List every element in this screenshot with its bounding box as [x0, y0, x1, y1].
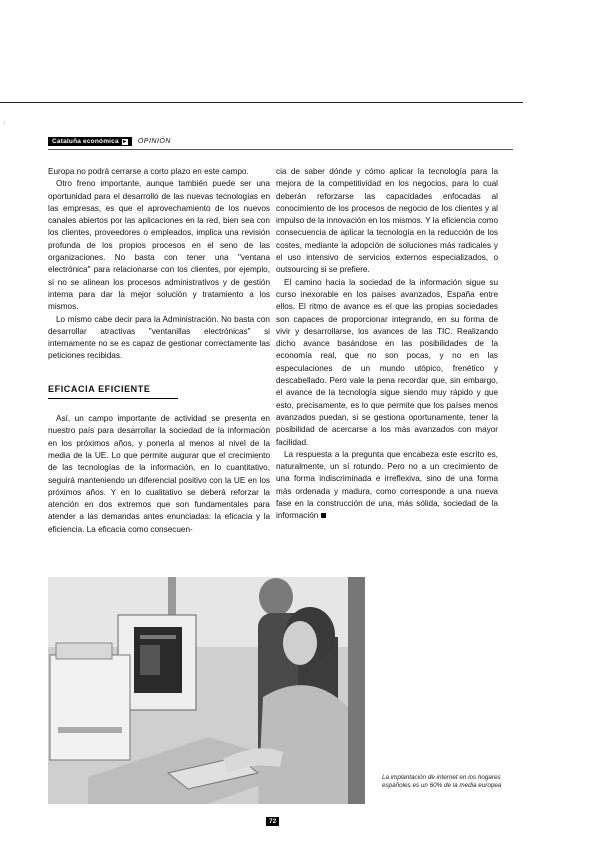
- paragraph: El camino hacia la sociedad de la información sigue su curso inexorable en los países avanzados, España entre ellos. El ritmo de avance es el que las propias sociedades son capaces de proporcionar integrando, en su forma de vivir y desarrollarse, los avances de las TIC. Realizando dicho avance basándose en las posibilidades de la economía real, que no son pocas, y no en las especulaciones de un mundo utópico, frenético y descabellado. Pero vale la pena recordar que, sin embargo, el avance de la tecnología sigue siendo muy rápido y que esto, precisamente, es lo que permite que los países menos avanzados puedan, si se gestiona oportunamente, tener la posibilidad de acercarse a los más avanzados con mayor facilidad.: [276, 277, 498, 447]
- section-tag-label: Cataluña económica: [52, 138, 119, 145]
- arrow-right-icon: ▸: [123, 138, 127, 145]
- page-number: 72: [266, 817, 279, 826]
- paragraph-text: La respuesta a la pregunta que encabeza este escrito es, naturalmente, un sí rotundo. Pero no a un crecimiento de una forma indiscriminada e irreflexiva, sino de una forma más ordenada y madura, como corresponde a una nueva fase en la construcción de una, más sólida, sociedad de la información: [276, 449, 498, 521]
- paragraph: Así, un campo importante de actividad se presenta en nuestro país para desarrollar la sociedad de la información en los próximos años, y ponerla al menos al nivel de la media de la UE. Lo que permite augurar que el crecimiento de las tecnologías de la información, en lo cuantitativo, seguirá manteniendo un diferencial positivo con la UE en los próximos años. Y en lo cualitativo se deberá reforzar la atención en dos extremos que son fundamentales para atender a las demandas antes enunciadas: la eficacia y la eficiencia. La eficacia como consecuen-: [48, 414, 270, 534]
- section-label: OPINIÓN: [137, 138, 171, 145]
- paragraph: Europa no podrá cerrarse a corto plazo en este campo.: [48, 167, 249, 176]
- top-rule: [0, 102, 523, 103]
- paragraph: Lo mismo cabe decir para la Administración. No basta con desarrollar atractivas "ventanillas electrónicas" si internamente no se es capaz de gestionar correctamente las peticiones recibidas.: [48, 314, 270, 361]
- photo-illustration: [48, 577, 365, 804]
- subheading: EFICACIA EFICIENTE: [48, 383, 178, 399]
- section-tag: [48, 137, 132, 146]
- paragraph: [276, 449, 498, 523]
- paragraph: Otro freno importante, aunque también puede ser una oportunidad para el desarrollo de las nuevas tecnologías en las empresas, es que el aprovechamiento de los nuevos canales abiertos por las aplicaciones en la red, bien sea con los clientes, proveedores o empleados, implica una revisión profunda de los propios procesos en el seno de las organizaciones. No basta con tener una "ventana electrónica" para relacionarse con los clientes, por ejemplo, si no se alinean los procesos administrativos y de gestión interna para dar la mejor solución y tratamiento a los mismos.: [48, 179, 270, 312]
- binding-mark: ›: [3, 118, 6, 127]
- article-photo: [48, 577, 365, 804]
- photo-caption: La implantación de internet en los hogares españoles es un 60% de la media europea: [382, 774, 502, 789]
- section-header: [48, 137, 171, 146]
- left-column: [48, 166, 270, 536]
- right-column: [276, 166, 498, 523]
- end-of-article-icon: [321, 513, 326, 518]
- section-rule: [48, 149, 513, 150]
- paragraph: cia de saber dónde y cómo aplicar la tecnología para la mejora de la competitividad en los negocios, para lo cual deberán reforzarse las capacidades enfocadas al conocimiento de los procesos de negocio de los clientes y al impulso de la innovación en los mismos. Y la eficiencia como consecuencia de aplicar la tecnología en la reducción de los costes, mediante la adopción de soluciones más radicales y el uso intensivo de servicios externos especializados, o outsourcing si se prefiere.: [276, 167, 498, 275]
